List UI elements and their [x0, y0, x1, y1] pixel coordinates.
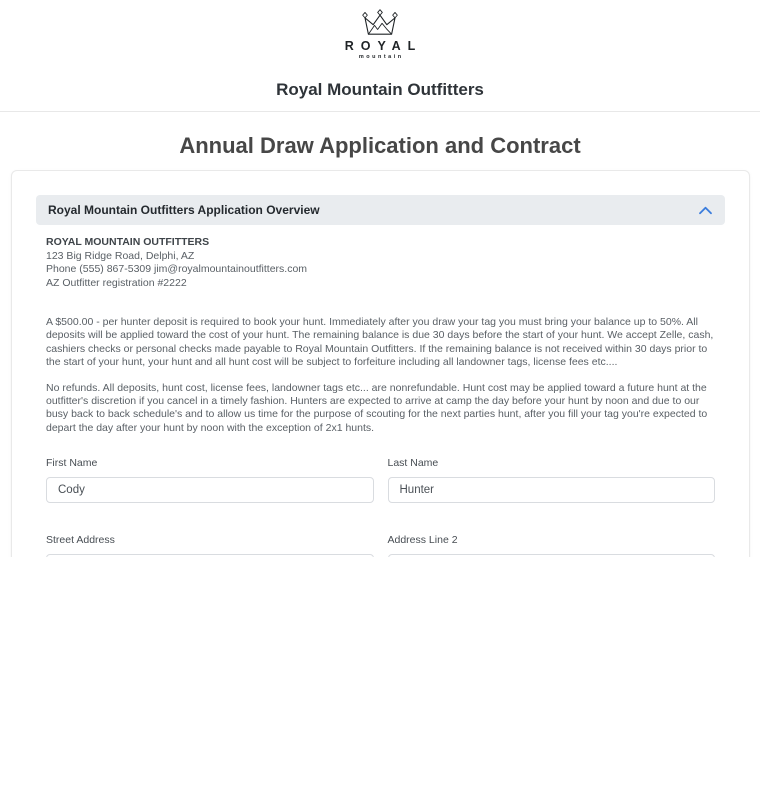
company-address: 123 Big Ridge Road, Delphi, AZ	[46, 249, 195, 262]
site-header	[0, 0, 760, 112]
street-address-label: Street Address	[46, 534, 115, 547]
application-card	[11, 170, 750, 557]
chevron-up-icon[interactable]	[698, 205, 713, 216]
brand-logo	[338, 9, 423, 60]
first-name-input[interactable]	[46, 477, 374, 503]
crown-mountain-logo-icon	[338, 9, 423, 39]
address-line2-label: Address Line 2	[387, 534, 458, 547]
last-name-field-group	[388, 457, 716, 503]
application-form	[36, 457, 725, 557]
overview-accordion-title: Royal Mountain Outfitters Application Overview	[48, 203, 320, 217]
company-info	[46, 236, 715, 290]
street-address-field-group	[46, 534, 374, 557]
overview-accordion-body	[36, 225, 725, 435]
street-address-input[interactable]	[46, 554, 374, 557]
last-name-label: Last Name	[387, 457, 439, 470]
address-line2-field-group	[388, 534, 716, 557]
terms-paragraph-deposit: A $500.00 - per hunter deposit is required to book your hunt. Immediately after you draw your tag you must bring your balance up to 50%. All deposits will be applied toward the cost of your hunt. The remaining balance is due 30 days before the start of your hunt. We accept Zelle, cash, cashiers checks or personal checks made payable to Royal Mountain Outfitters. If the remaining balance is not received within 30 days prior to the start of your hunt, your hunt and all hunt cost will be subject to forfeiture including all landowner tags, license fees etc....	[46, 316, 714, 369]
logo-subtext: mountain	[358, 54, 404, 60]
overview-accordion-header[interactable]	[36, 195, 725, 225]
first-name-field-group	[46, 457, 374, 503]
address-line2-input[interactable]	[388, 554, 716, 557]
company-name: ROYAL MOUNTAIN OUTFITTERS	[46, 236, 210, 248]
logo-wordmark: ROYAL	[344, 39, 423, 53]
terms-paragraph-refunds: No refunds. All deposits, hunt cost, license fees, landowner tags etc... are nonrefundable. Hunt cost may be applied toward a future hunt at the outfitter's discretion if you cancel in a timely fashion. Hunters are expected to arrive at camp the day before your hunt by noon and due to our busy back to back schedule's and to allow us time for the purpose of scouting for the next parties hunt, after you fill your tag you're expected to depart the day after your hunt by noon with the exception of 2x1 hunts.	[46, 381, 708, 434]
company-registration: AZ Outfitter registration #2222	[46, 276, 187, 289]
page-title: Annual Draw Application and Contract	[179, 133, 581, 158]
last-name-input[interactable]	[388, 477, 716, 503]
site-title: Royal Mountain Outfitters	[276, 80, 484, 99]
company-phone-email: Phone (555) 867-5309 jim@royalmountainoutfitters.com	[46, 263, 308, 275]
first-name-label: First Name	[46, 457, 98, 470]
